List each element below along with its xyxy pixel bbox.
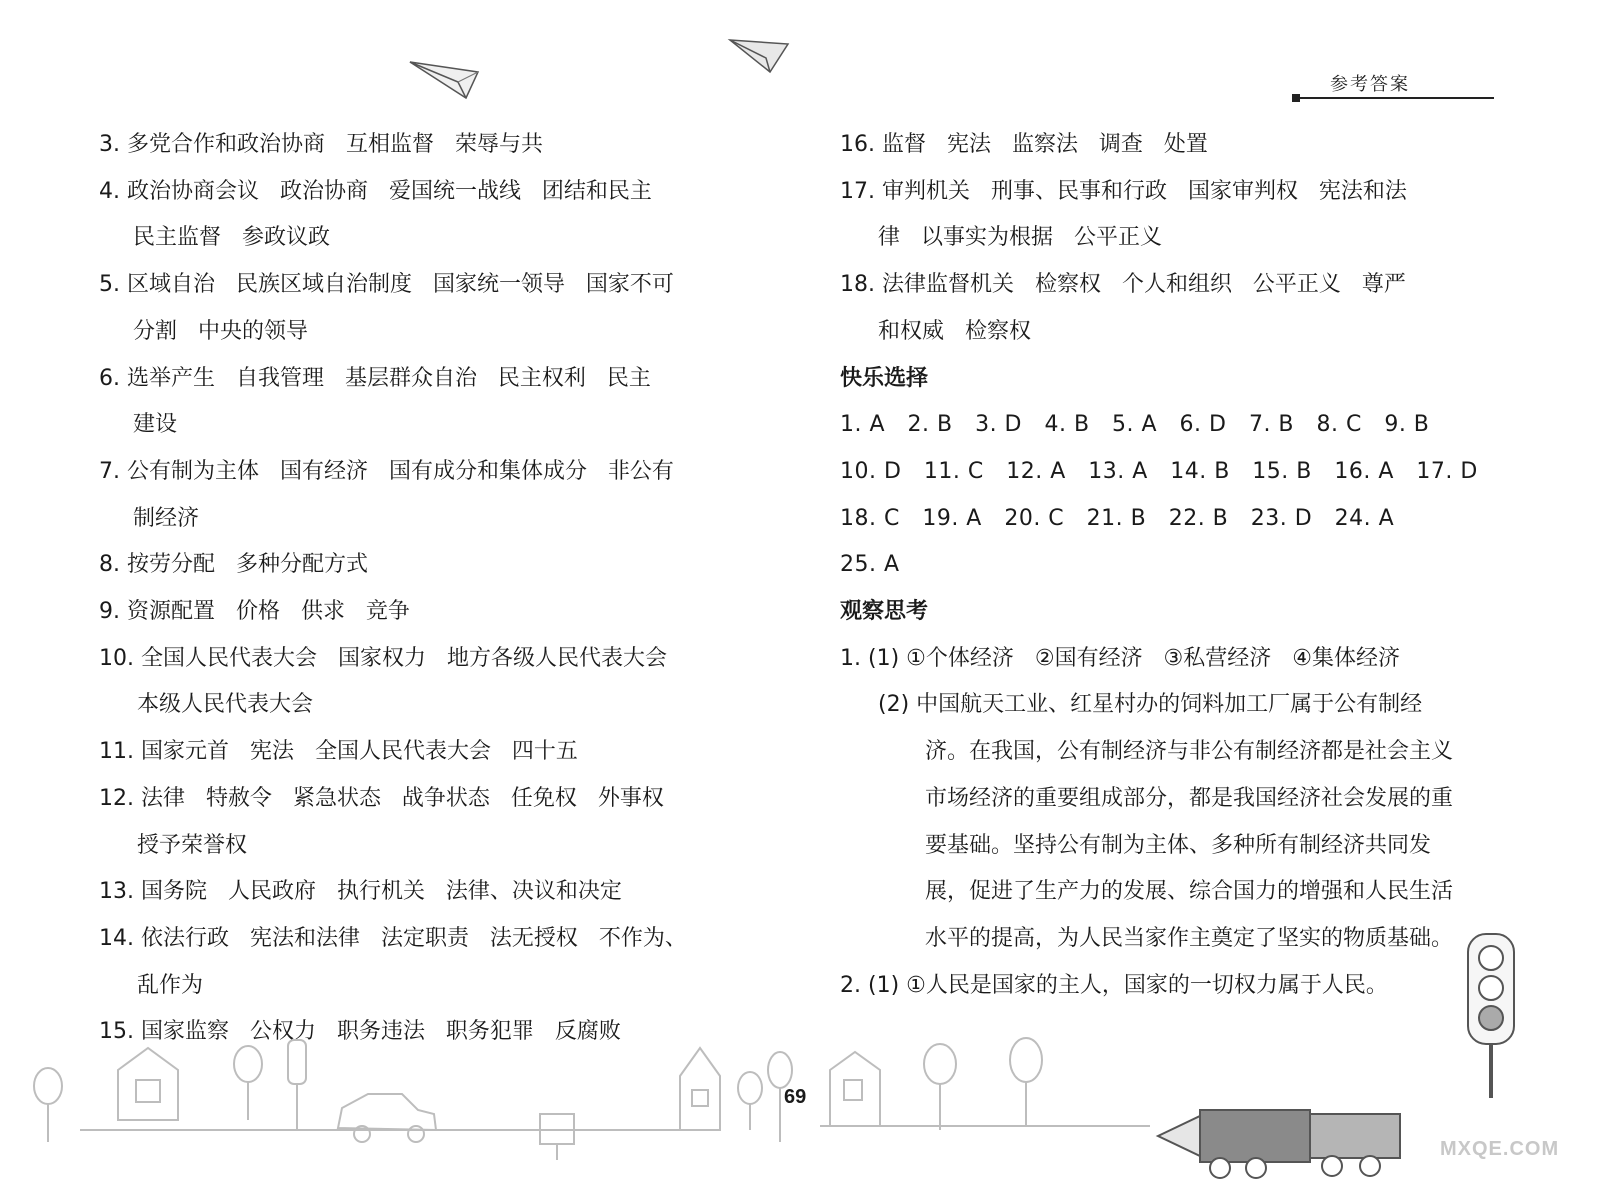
answer-line: 16. 监督 宪法 监察法 调查 处置 <box>840 132 1208 157</box>
page-header-title: 参考答案 <box>1330 74 1410 95</box>
choice-answer-row: 10. D 11. C 12. A 13. A 14. B 15. B 16. A 17. D <box>840 458 1478 484</box>
answer-line: 市场经济的重要组成部分，都是我国经济社会发展的重 <box>925 785 1454 811</box>
answer-line: 民主监督 参政议政 <box>133 225 330 251</box>
answer-line: 制经济 <box>133 505 200 531</box>
section-heading-observe: 观察思考 <box>840 599 929 625</box>
answer-line: 5. 区域自治 民族区域自治制度 国家统一领导 国家不可 <box>99 272 674 298</box>
answer-line: 4. 政治协商会议 政治协商 爱国统一战线 团结和民主 <box>99 178 652 204</box>
answer-line: 14. 依法行政 宪法和法律 法定职责 法无授权 不作为、 <box>99 925 687 951</box>
answer-line: 乱作为 <box>137 972 204 998</box>
header-rule <box>1296 97 1494 99</box>
answer-line: 13. 国务院 人民政府 执行机关 法律、决议和决定 <box>99 879 622 905</box>
right-answer-column <box>840 122 1500 1009</box>
answer-line: 10. 全国人民代表大会 国家权力 地方各级人民代表大会 <box>99 645 667 671</box>
paper-plane-icon <box>408 52 480 102</box>
answer-line: 济。在我国，公有制经济与非公有制经济都是社会主义 <box>925 739 1454 765</box>
answer-line: 和权威 检察权 <box>878 318 1031 344</box>
answer-line: 授予荣誉权 <box>137 832 248 858</box>
answer-line: 律 以事实为根据 公平正义 <box>878 225 1162 251</box>
answer-line: 15. 国家监察 公权力 职务违法 职务犯罪 反腐败 <box>99 1019 621 1045</box>
answer-line: 11. 国家元首 宪法 全国人民代表大会 四十五 <box>99 739 578 765</box>
page-number: 69 <box>784 1086 807 1108</box>
choice-answer-row: 25. A <box>840 552 900 578</box>
answer-line: 9. 资源配置 价格 供求 竞争 <box>99 599 410 625</box>
answer-line: 17. 审判机关 刑事、民事和行政 国家审判权 宪法和法 <box>840 178 1407 204</box>
answer-line: 7. 公有制为主体 国有经济 国有成分和集体成分 非公有 <box>99 458 674 484</box>
answer-line: (2) 中国航天工业、红星村办的饲料加工厂属于公有制经 <box>878 692 1423 718</box>
answer-line: 本级人民代表大会 <box>137 692 314 718</box>
watermark-text: MXQE.COM <box>1440 1138 1560 1160</box>
answer-line: 要基础。坚持公有制为主体、多种所有制经济共同发 <box>925 832 1432 858</box>
answer-line: 建设 <box>133 412 178 438</box>
choice-answer-row: 18. C 19. A 20. C 21. B 22. B 23. D 24. A <box>840 505 1395 531</box>
answer-line: 1. (1) ①个体经济 ②国有经济 ③私营经济 ④集体经济 <box>840 645 1400 671</box>
answer-line: 分割 中央的领导 <box>133 318 308 344</box>
section-heading-choice: 快乐选择 <box>840 365 929 391</box>
answer-line: 12. 法律 特赦令 紧急状态 战争状态 任免权 外事权 <box>99 785 664 811</box>
answer-line: 2. (1) ①人民是国家的主人，国家的一切权力属于人民。 <box>840 972 1388 998</box>
paper-plane-icon <box>726 36 792 76</box>
answer-line: 18. 法律监督机关 检察权 个人和组织 公平正义 尊严 <box>840 272 1406 298</box>
answer-line: 展，促进了生产力的发展、综合国力的增强和人民生活 <box>925 879 1454 905</box>
answer-line: 3. 多党合作和政治协商 互相监督 荣辱与共 <box>99 132 543 157</box>
choice-answer-row: 1. A 2. B 3. D 4. B 5. A 6. D 7. B 8. C 9. B <box>840 412 1430 438</box>
answer-line: 8. 按劳分配 多种分配方式 <box>99 552 368 578</box>
answer-line: 水平的提高，为人民当家作主奠定了坚实的物质基础。 <box>925 925 1454 951</box>
answer-line: 6. 选举产生 自我管理 基层群众自治 民主权利 民主 <box>99 365 651 391</box>
left-answer-column <box>99 122 759 1056</box>
